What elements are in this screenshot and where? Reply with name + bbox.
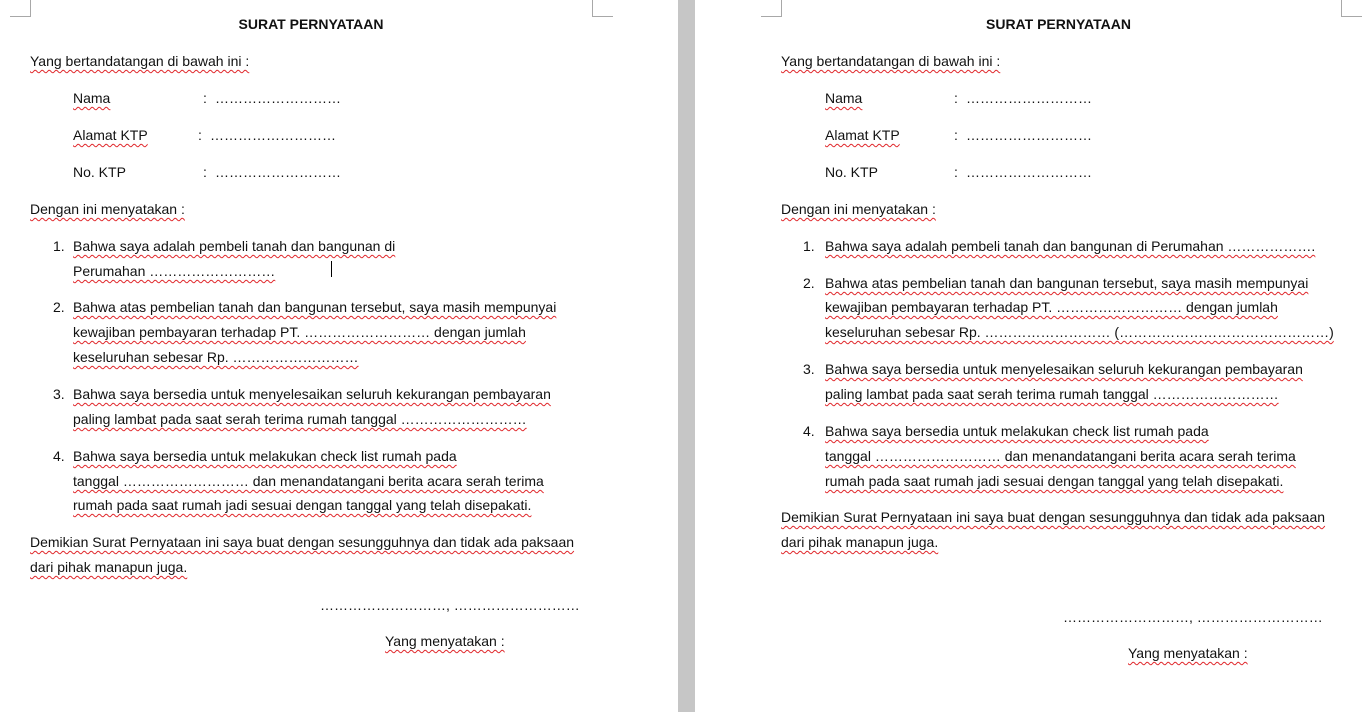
list-item-text[interactable]: Bahwa saya bersedia untuk melakukan check list rumah pada: [825, 423, 1209, 439]
list-item-text[interactable]: paling lambat pada saat serah terima rumah tanggal ………………………: [73, 411, 527, 427]
list-number: 2.: [53, 299, 65, 315]
list-item-text[interactable]: Bahwa atas pembelian tanah dan bangunan tersebut, saya masih mempunyai: [825, 275, 1309, 291]
list-item-text[interactable]: kewajiban pembayaran terhadap PT. ……………………… dengan jumlah: [73, 324, 526, 340]
list-item-text[interactable]: paling lambat pada saat serah terima rumah tanggal ………………………: [825, 386, 1279, 402]
field-label-alamat-ktp[interactable]: Alamat KTP: [825, 127, 900, 143]
field-value-alamat-ktp[interactable]: ………………………: [966, 127, 1092, 143]
list-item-text[interactable]: Bahwa saya bersedia untuk menyelesaikan seluruh kekurangan pembayaran: [825, 361, 1303, 377]
list-number: 1.: [53, 238, 65, 254]
field-label-alamat-ktp[interactable]: Alamat KTP: [73, 127, 148, 143]
field-label-no-ktp[interactable]: No. KTP: [73, 164, 126, 180]
field-value-nama[interactable]: ………………………: [966, 90, 1092, 106]
field-colon: :: [954, 127, 958, 143]
list-item-text[interactable]: Bahwa atas pembelian tanah dan bangunan tersebut, saya masih mempunyai: [73, 299, 557, 315]
page-margin-corner-marker: [592, 0, 613, 17]
list-number: 4.: [53, 448, 65, 464]
field-colon: :: [954, 90, 958, 106]
closing-text[interactable]: dari pihak manapun juga.: [30, 559, 188, 575]
page-margin-corner-marker: [761, 0, 782, 17]
intro-text[interactable]: Yang bertandatangan di bawah ini :: [30, 53, 250, 69]
list-number: 4.: [803, 423, 815, 439]
field-value-nama[interactable]: ………………………: [215, 90, 341, 106]
field-label-nama[interactable]: Nama: [73, 90, 111, 106]
list-number: 3.: [803, 361, 815, 377]
closing-text[interactable]: dari pihak manapun juga.: [781, 534, 939, 550]
field-value-alamat-ktp[interactable]: ………………………: [210, 127, 336, 143]
list-item-text[interactable]: Bahwa saya adalah pembeli tanah dan bangunan di: [73, 238, 396, 254]
signatory-label[interactable]: Yang menyatakan :: [1128, 645, 1248, 661]
field-colon: :: [954, 164, 958, 180]
text-cursor: [331, 261, 332, 277]
field-value-no-ktp[interactable]: ………………………: [966, 164, 1092, 180]
statement-header[interactable]: Dengan ini menyatakan :: [30, 201, 185, 217]
page-margin-corner-marker: [1341, 0, 1362, 17]
field-colon: :: [198, 127, 202, 143]
field-colon: :: [203, 164, 207, 180]
list-item-text[interactable]: tanggal ……………………… dan menandatangani berita acara serah terima: [73, 473, 544, 489]
field-colon: :: [203, 90, 207, 106]
list-number: 1.: [803, 238, 815, 254]
statement-header[interactable]: Dengan ini menyatakan :: [781, 201, 936, 217]
place-date-line[interactable]: ………………………, ………………………: [320, 597, 580, 613]
intro-text[interactable]: Yang bertandatangan di bawah ini :: [781, 53, 1001, 69]
closing-text[interactable]: Demikian Surat Pernyataan ini saya buat dengan sesungguhnya dan tidak ada paksaan: [781, 509, 1326, 525]
document-page-right[interactable]: [695, 0, 1368, 712]
list-item-text[interactable]: keseluruhan sebesar Rp. ……………………… (………………………………………): [825, 324, 1334, 340]
list-item-text[interactable]: Bahwa saya bersedia untuk menyelesaikan seluruh kekurangan pembayaran: [73, 386, 551, 402]
field-value-no-ktp[interactable]: ………………………: [215, 164, 341, 180]
closing-text[interactable]: Demikian Surat Pernyataan ini saya buat dengan sesungguhnya dan tidak ada paksaan: [30, 534, 575, 550]
list-number: 3.: [53, 386, 65, 402]
list-item-text[interactable]: tanggal ……………………… dan menandatangani berita acara serah terima: [825, 448, 1296, 464]
page-margin-corner-marker: [10, 0, 31, 17]
document-title[interactable]: SURAT PERNYATAAN: [238, 16, 384, 32]
document-title[interactable]: SURAT PERNYATAAN: [986, 16, 1131, 32]
signatory-label[interactable]: Yang menyatakan :: [385, 633, 505, 649]
place-date-line[interactable]: ………………………, ………………………: [1063, 609, 1323, 625]
list-item-text[interactable]: Bahwa saya adalah pembeli tanah dan bangunan di Perumahan ……………….: [825, 238, 1316, 254]
list-item-text[interactable]: Perumahan ………………………: [73, 263, 276, 279]
list-number: 2.: [803, 275, 815, 291]
field-label-nama[interactable]: Nama: [825, 90, 863, 106]
list-item-text[interactable]: kewajiban pembayaran terhadap PT. ……………………… dengan jumlah: [825, 299, 1278, 315]
list-item-text[interactable]: Bahwa saya bersedia untuk melakukan check list rumah pada: [73, 448, 457, 464]
document-page-left[interactable]: [0, 0, 678, 712]
list-item-text[interactable]: rumah pada saat rumah jadi sesuai dengan tanggal yang telah disepakati.: [73, 497, 532, 513]
list-item-text[interactable]: keseluruhan sebesar Rp. ………………………: [73, 349, 359, 365]
field-label-no-ktp[interactable]: No. KTP: [825, 164, 878, 180]
list-item-text[interactable]: rumah pada saat rumah jadi sesuai dengan tanggal yang telah disepakati.: [825, 473, 1284, 489]
page-gutter: [678, 0, 695, 712]
